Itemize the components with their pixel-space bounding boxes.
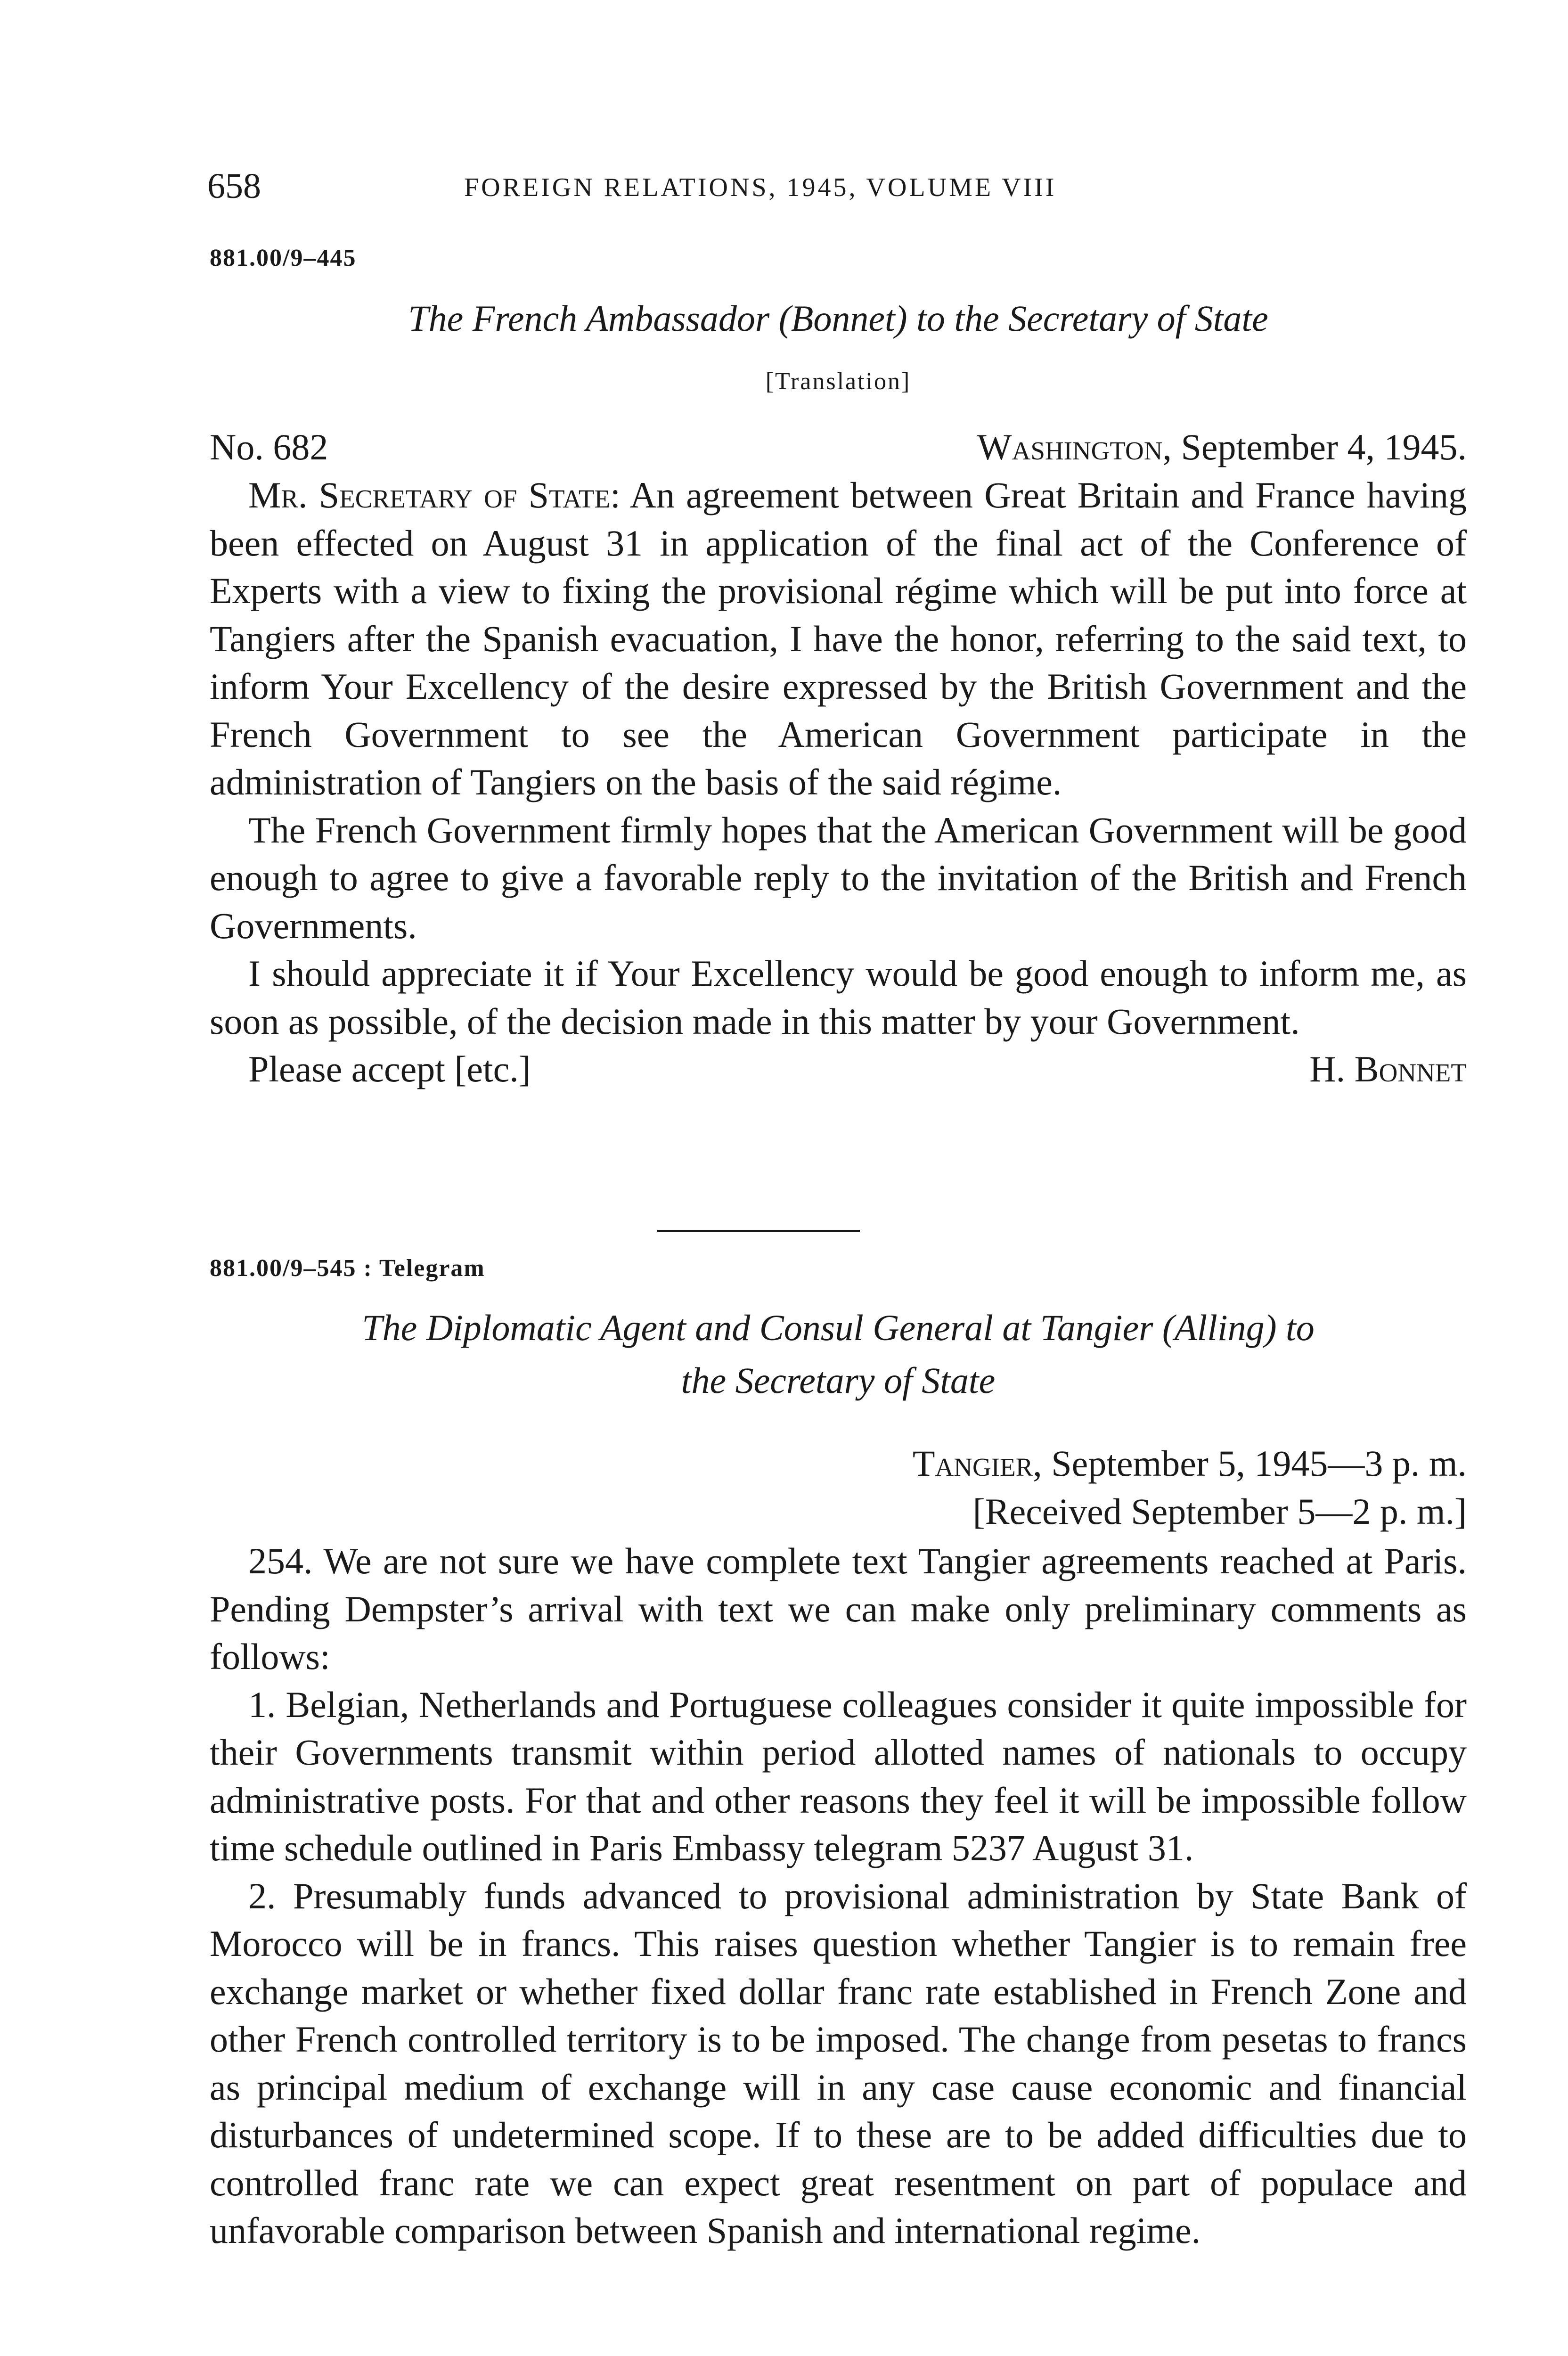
doc1-paragraph-3: I should appreciate it if Your Excellency would be good enough to inform me, as soon as possible, of the decision made in this matter by your Government. bbox=[210, 953, 1467, 1042]
doc1-file-reference: 881.00/9–445 bbox=[210, 245, 357, 271]
doc1-title: The French Ambassador (Bonnet) to the Secretary of State bbox=[408, 298, 1268, 339]
doc1-paragraph-1-text: : An agreement between Great Britain and France having been effected on August 31 in application of the final act of the Conference of Experts with a view to fixing the provisional régime which will be put into force at Tangiers after the Spanish evacuation, I have the honor, referring to the said text, to inform Your Excellency of the desire expressed by the British Government and the French Government to see the American Government participate in the administration of Tangiers on the basis of the said régime. bbox=[210, 474, 1467, 802]
doc1-paragraph-2: The French Government firmly hopes that the American Government will be good enough to agree to give a favorable reply to the invitation of the British and French Governments. bbox=[210, 809, 1467, 946]
doc2-received-note: [Received September 5—2 p. m.] bbox=[972, 1491, 1467, 1532]
doc1-number: No. 682 bbox=[210, 426, 328, 467]
doc1-date: September 4, 1945. bbox=[1171, 426, 1467, 467]
doc1-place: Washington, bbox=[977, 426, 1172, 467]
doc1-paragraph-1 bbox=[210, 471, 1467, 806]
doc1-body bbox=[210, 471, 1467, 1093]
running-header bbox=[207, 160, 1470, 212]
doc2-paragraph-2: 1. Belgian, Netherlands and Portuguese colleagues consider it quite impossible for their Governments transmit within period allotted names of nationals to occupy administrative posts. For that and other reasons they feel it will be impossible follow time schedule outlined in Paris Embassy telegram 5237 August 31. bbox=[210, 1684, 1467, 1868]
doc2-paragraph-3: 2. Presumably funds advanced to provisional administration by State Bank of Morocco will be in francs. This raises question whether Tangier is to remain free exchange market or whether fixed dollar franc rate established in French Zone and other French controlled territory is to be imposed. The change from pesetas to francs as principal medium of exchange will in any case cause economic and financial disturbances of undetermined scope. If to these are to be added difficulties due to controlled franc rate we can expect great resentment on part of populace and unfavorable comparison between Spanish and international regime. bbox=[210, 1875, 1467, 2251]
doc2-file-reference: 881.00/9–545 : Telegram bbox=[210, 1255, 485, 1282]
doc1-translation-note: [Translation] bbox=[765, 368, 911, 395]
doc2-title bbox=[210, 1301, 1467, 1407]
doc1-closing: Please accept [etc.] bbox=[248, 1048, 531, 1089]
doc1-closing-row bbox=[210, 1045, 1467, 1093]
section-divider bbox=[657, 1230, 860, 1232]
doc2-dateline bbox=[210, 1440, 1467, 1487]
doc1-place-date bbox=[977, 423, 1467, 471]
doc1-dateline bbox=[210, 423, 1467, 471]
doc2-paragraph-1: 254. We are not sure we have complete text Tangier agreements reached at Paris. Pending Dempster’s arrival with text we can make only preliminary comments as follows: bbox=[210, 1540, 1467, 1677]
doc1-signature: H. Bonnet bbox=[1309, 1048, 1467, 1089]
running-title: FOREIGN RELATIONS, 1945, VOLUME VIII bbox=[464, 173, 1057, 202]
doc2-title-line-1: The Diplomatic Agent and Consul General at Tangier (Alling) to bbox=[362, 1307, 1315, 1348]
doc2-place: Tangier, bbox=[912, 1443, 1042, 1484]
doc1-salutation: Mr. Secretary of State bbox=[248, 474, 611, 515]
page-number: 658 bbox=[207, 166, 261, 206]
doc2-date: September 5, 1945—3 p. m. bbox=[1042, 1443, 1467, 1484]
doc2-body bbox=[210, 1537, 1467, 2255]
doc2-title-line-2: the Secretary of State bbox=[681, 1360, 996, 1401]
